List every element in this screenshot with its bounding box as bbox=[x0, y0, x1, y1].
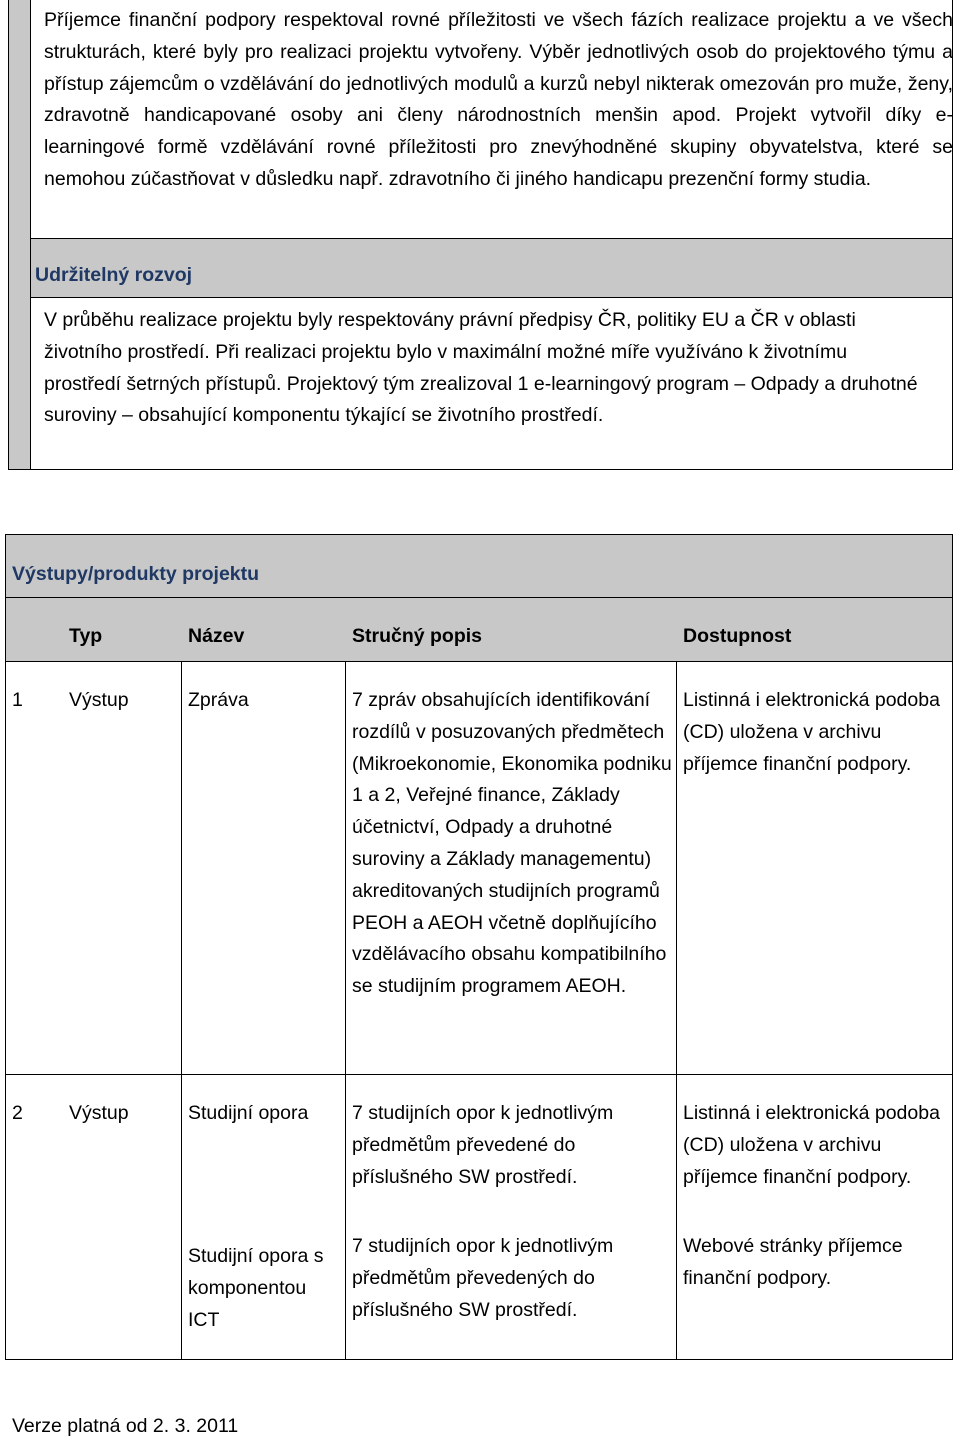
col-popis-header: Stručný popis bbox=[352, 625, 483, 647]
col-typ-header: Typ bbox=[69, 625, 103, 647]
left-strip bbox=[8, 0, 30, 470]
col-nazev-header: Název bbox=[188, 625, 245, 647]
row2-dostupnost-2: Webové stránky příjemce finanční podpory. bbox=[683, 1235, 903, 1289]
row1-popis: 7 zpráv obsahujících identifikování rozdílů v posuzovaných předmětech (Mikroekonomie, Ekonomika podniku 1 a 2, Veřejné finance, Základy účetnictví, Odpady a druhotné suroviny a Základy managementu) akreditovaných studijních programů PEOH a AEOH včetně doplňujícího vzdělávacího obsahu kompatibilního se studijním programem AEOH. bbox=[352, 689, 672, 998]
equal-opportunity-paragraph: Příjemce finanční podpory respektoval rovné příležitosti ve všech fázích realizace projektu a ve všech strukturách, které byly pro realizaci projektu vytvořeny. Výběr jednotlivých osob do projektového týmu a přístup zájemcům o vzdělávání do jednotlivých modulů a kurzů nebyl nikterak omezován pro muže, ženy, zdravotně handicapované osoby ani členy národnostních menšin apod. Projekt vytvořil díky e-learningové formě vzdělávání rovné příležitosti pro znevýhodněné skupiny obyvatelstva, které se nemohou zúčastňovat v důsledku např. zdravotního či jiného handicapu prezenční formy studia. bbox=[44, 9, 953, 190]
sustainable-paragraph: V průběhu realizace projektu byly respektovány právní předpisy ČR, politiky EU a ČR v oblasti životního prostředí. Při realizaci projektu bylo v maximální možné míře využíváno k životnímu prostředí šetrných přístupů. Projektový tým zrealizoval 1 e-learningový program – Odpady a druhotné suroviny – obsahující komponentu týkající se životního prostředí. bbox=[44, 309, 918, 427]
row1-nazev: Zpráva bbox=[188, 689, 249, 711]
row2-typ: Výstup bbox=[69, 1102, 129, 1124]
row2-popis-2: 7 studijních opor k jednotlivým předmětům převedených do příslušného SW prostředí. bbox=[352, 1235, 614, 1321]
row2-num: 2 bbox=[12, 1102, 23, 1124]
col-dostupnost-header: Dostupnost bbox=[683, 625, 792, 647]
sustainable-heading: Udržitelný rozvoj bbox=[35, 264, 193, 286]
row2-dostupnost: Listinná i elektronická podoba (CD) uložena v archivu příjemce finanční podpory. bbox=[683, 1102, 940, 1188]
row2-popis: 7 studijních opor k jednotlivým předmětům převedené do příslušného SW prostředí. bbox=[352, 1102, 614, 1188]
version-footer: Verze platná od 2. 3. 2011 bbox=[12, 1415, 239, 1437]
row1-dostupnost: Listinná i elektronická podoba (CD) uložena v archivu příjemce finanční podpory. bbox=[683, 689, 940, 775]
row1-typ: Výstup bbox=[69, 689, 129, 711]
row2-nazev: Studijní opora bbox=[188, 1102, 309, 1124]
row2-nazev-2: Studijní opora s komponentou ICT bbox=[188, 1245, 324, 1331]
outputs-heading: Výstupy/produkty projektu bbox=[12, 563, 260, 585]
row1-num: 1 bbox=[12, 689, 23, 711]
